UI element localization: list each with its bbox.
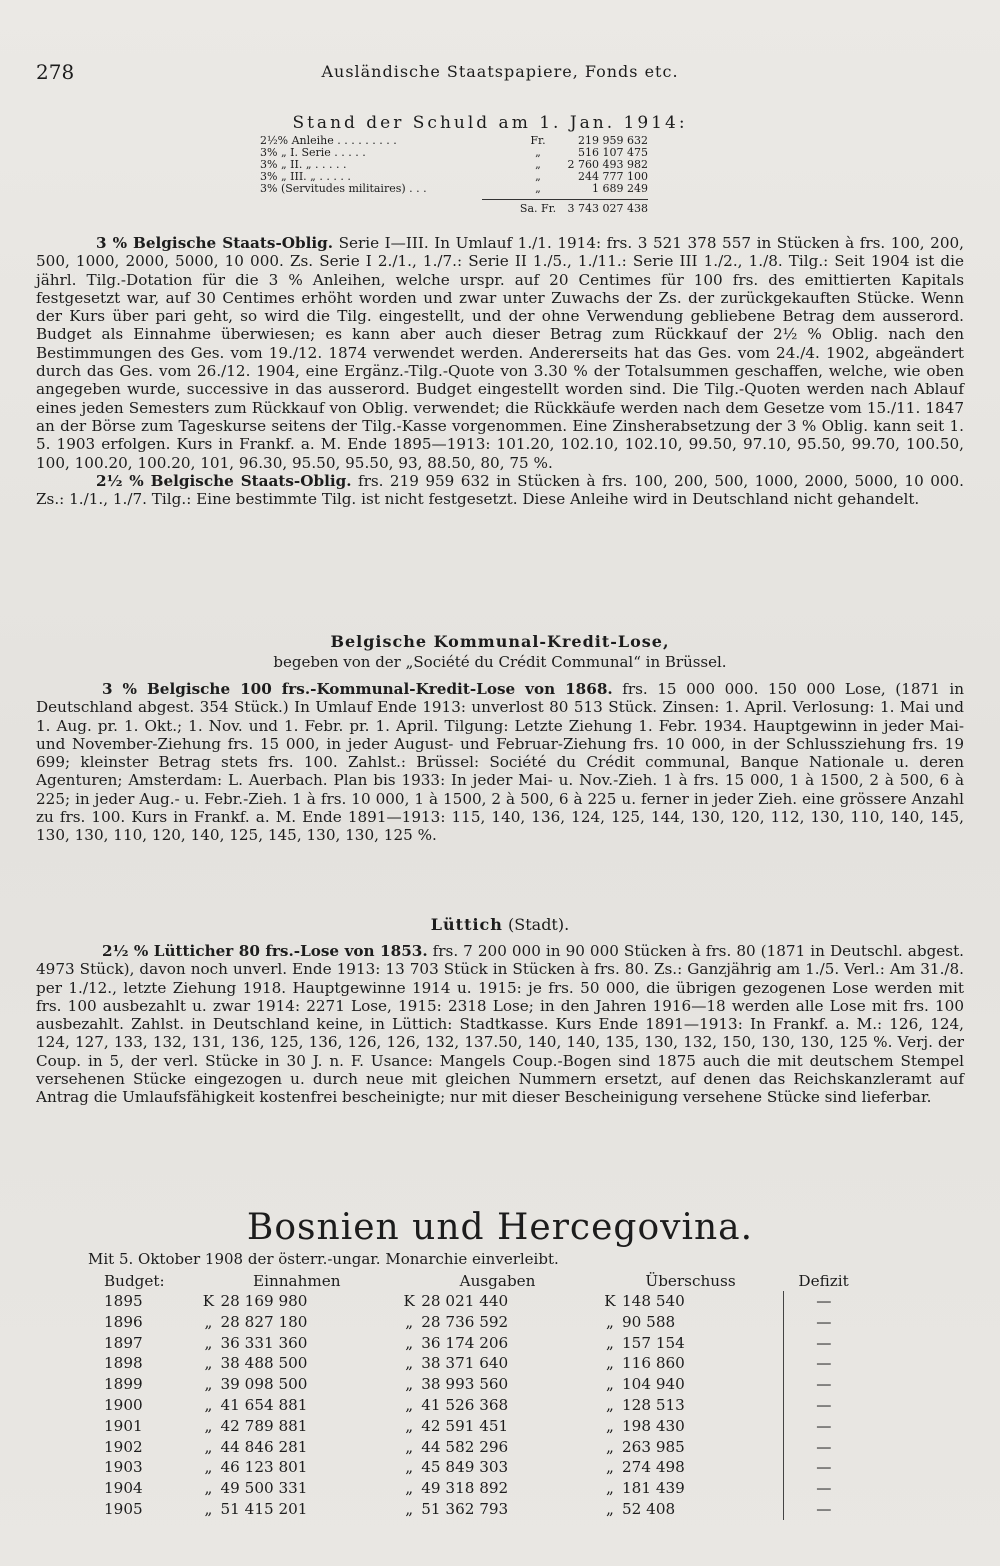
budget-row [84, 1374, 864, 1395]
deficit-value: — [816, 1333, 832, 1352]
income-value: 49 500 331 [220, 1479, 308, 1498]
budget-header-budget: Budget: [104, 1271, 165, 1290]
surplus-mark: „ [606, 1499, 614, 1518]
expenses-mark: „ [405, 1333, 414, 1352]
income-mark: „ [204, 1375, 213, 1394]
belgian-2half-heading: 2½ % Belgische Staats-Oblig. [96, 471, 352, 490]
debt-row-amount: 1 689 249 [592, 182, 648, 195]
budget-year: 1896 [104, 1312, 143, 1331]
budget-year: 1899 [104, 1375, 143, 1394]
budget-row [84, 1499, 864, 1520]
kommunal-subheading: begeben von der „Société du Crédit Communal“ in Brüssel. [273, 653, 727, 671]
surplus-value: 263 985 [622, 1437, 783, 1458]
budget-header-deficit: Defizit [798, 1271, 849, 1290]
income-value: 46 123 801 [220, 1458, 308, 1477]
income-value: 38 488 500 [220, 1354, 308, 1373]
budget-row [84, 1478, 864, 1499]
income-mark: „ [204, 1354, 213, 1373]
surplus-value: 274 498 [622, 1457, 783, 1478]
surplus-mark: „ [606, 1312, 614, 1331]
surplus-value: 52 408 [622, 1499, 783, 1520]
surplus-value: 128 513 [622, 1395, 783, 1416]
budget-year: 1905 [104, 1499, 143, 1518]
kommunal-heading [36, 632, 964, 651]
debt-row-amount: 2 760 493 982 [567, 158, 648, 171]
income-mark: „ [204, 1416, 213, 1435]
deficit-value: — [816, 1312, 832, 1331]
surplus-value: 116 860 [622, 1353, 783, 1374]
debt-row [260, 171, 720, 183]
surplus-value: 90 588 [622, 1312, 783, 1333]
surplus-value: 104 940 [622, 1374, 783, 1395]
surplus-mark: „ [606, 1479, 614, 1498]
expenses-value: 41 526 368 [421, 1395, 509, 1414]
debt-row-currency: Fr. [530, 134, 546, 147]
budget-header-surplus: Überschuss [645, 1271, 736, 1290]
expenses-mark: „ [405, 1395, 414, 1414]
budget-year: 1902 [104, 1437, 143, 1456]
debt-row-label: 3% „ II. „ . . . . . [260, 159, 347, 171]
expenses-value: 38 371 640 [421, 1354, 509, 1373]
debt-summary [260, 113, 720, 215]
income-mark: „ [204, 1333, 213, 1352]
page-number: 278 [36, 60, 75, 84]
expenses-mark: „ [405, 1375, 414, 1394]
income-value: 36 331 360 [220, 1333, 308, 1352]
luettich-heading [36, 915, 964, 934]
income-value: 42 789 881 [220, 1416, 308, 1435]
income-mark: K [202, 1292, 215, 1310]
deficit-value: — [816, 1354, 832, 1373]
budget-rows [84, 1291, 864, 1520]
debt-row-label: 3% „ I. Serie . . . . . [260, 147, 366, 159]
surplus-value: 181 439 [622, 1478, 783, 1499]
budget-row [84, 1312, 864, 1333]
debt-row [260, 183, 720, 195]
budget-row [84, 1395, 864, 1416]
income-value: 44 846 281 [220, 1437, 308, 1456]
surplus-value: 198 430 [622, 1416, 783, 1437]
deficit-value: — [816, 1437, 832, 1456]
running-title: Ausländische Staatspapiere, Fonds etc. [321, 62, 679, 81]
budget-year: 1904 [104, 1479, 143, 1498]
luettich-heading-text: Lüttich [430, 915, 503, 934]
surplus-mark: „ [606, 1333, 614, 1352]
income-value: 51 415 201 [220, 1499, 308, 1518]
belgian-2half-text: frs. 219 959 632 in Stücken à frs. 100, 200, 500, 1000, 2000, 5000, 10 000. Zs.: 1./1., 1./7. Tilg.: Eine bestimmte Tilg. ist nicht festgesetzt. Diese Anleihe wird in Deutschland nicht gehandelt. [36, 471, 965, 509]
debt-row [260, 135, 720, 147]
debt-row-amount: 516 107 475 [578, 146, 648, 159]
budget-header-row [84, 1270, 864, 1291]
income-mark: „ [204, 1312, 213, 1331]
debt-total-amount: 3 743 027 438 [567, 202, 648, 215]
debt-row [260, 159, 720, 171]
budget-row [84, 1353, 864, 1374]
debt-total-label: Sa. Fr. [519, 202, 557, 215]
expenses-value: 44 582 296 [421, 1437, 509, 1456]
debt-row-currency: „ [535, 146, 541, 159]
page-header [36, 60, 964, 86]
kommunal-paragraph [36, 680, 964, 845]
income-value: 41 654 881 [220, 1395, 308, 1414]
expenses-value: 28 021 440 [421, 1292, 509, 1310]
expenses-value: 51 362 793 [421, 1499, 509, 1518]
bosnia-title: Bosnien und Hercegovina. [246, 1207, 754, 1248]
expenses-mark: „ [405, 1437, 414, 1456]
budget-row [84, 1291, 864, 1312]
expenses-mark: „ [405, 1458, 414, 1477]
kommunal-lot-heading: 3 % Belgische 100 frs.-Kommunal-Kredit-Lose von 1868. [102, 680, 613, 698]
surplus-value: 157 154 [622, 1333, 783, 1354]
deficit-value: — [816, 1416, 832, 1435]
surplus-mark: „ [606, 1395, 614, 1414]
deficit-value: — [816, 1292, 832, 1310]
debt-total-row [482, 199, 648, 215]
income-value: 28 827 180 [220, 1312, 308, 1331]
income-mark: „ [204, 1458, 213, 1477]
budget-header-income: Einnahmen [253, 1271, 341, 1290]
budget-row [84, 1333, 864, 1354]
surplus-mark: „ [606, 1375, 614, 1394]
luettich-lot-text: frs. 7 200 000 in 90 000 Stücken à frs. 80 (1871 in Deutschl. abgest. 4973 Stück), davon noch unverl. Ende 1913: 13 703 Stück in Stücken à frs. 80. Zs.: Ganzjährig am 1./5. Verl.: Am 31./8. per 1./12., letzte Ziehung 1918. Hauptgewinne 1914 u. 1915: je frs. 50 000, die übrigen gezogenen Lose werden mit frs. 100 ausbezahlt u. zwar 1914: 2271 Lose, 1915: 2318 Lose; in den Jahren 1916—18 werden alle Lose mit frs. 100 ausbezahlt. Zahlst. in Deutschland keine, in Lüttich: Stadtkasse. Kurs Ende 1891—1913: In Frankf. a. M.: 126, 124, 124, 127, 133, 132, 131, 136, 125, 136, 126, 126, 132, 137.50, 140, 140, 135, 130, 132, 150, 130, 130, 125 %. Verj. der Coup. in 5, der verl. Stücke in 30 J. n. F. Usance: Mangels Coup.-Bogen sind 1875 auch die mit deutschem Stempel versehenen Stücke eingezogen u. durch neue mit gleichen Nummern ersetzt, auf denen das Reichskanzleramt auf Antrag die Umlaufsfähigkeit kostenfrei bescheinigte; nur mit dieser Bescheinigung versehene Stücke sind lieferbar. [36, 942, 965, 1107]
belgian-3pct-heading: 3 % Belgische Staats-Oblig. [96, 234, 334, 252]
income-mark: „ [204, 1437, 213, 1456]
belgian-3pct-paragraph [36, 234, 964, 472]
income-value: 39 098 500 [220, 1375, 308, 1394]
surplus-mark: „ [606, 1416, 614, 1435]
belgian-bonds-section [36, 234, 964, 508]
deficit-value: — [816, 1479, 832, 1498]
expenses-mark: „ [405, 1499, 414, 1518]
expenses-value: 38 993 560 [421, 1375, 509, 1394]
deficit-value: — [816, 1499, 832, 1518]
debt-row-amount: 244 777 100 [578, 170, 648, 183]
income-mark: „ [204, 1395, 213, 1414]
expenses-value: 45 849 303 [421, 1458, 509, 1477]
expenses-mark: „ [405, 1479, 414, 1498]
budget-year: 1901 [104, 1416, 143, 1435]
debt-row-currency: „ [535, 170, 541, 183]
belgian-2half-paragraph [36, 472, 964, 509]
expenses-value: 42 591 451 [421, 1416, 509, 1435]
deficit-value: — [816, 1395, 832, 1414]
surplus-value: 148 540 [622, 1291, 783, 1312]
surplus-mark: K [604, 1292, 616, 1310]
debt-row [260, 147, 720, 159]
bosnia-intro: Mit 5. Oktober 1908 der österr.-ungar. Monarchie einverleibt. [88, 1250, 559, 1268]
expenses-value: 28 736 592 [421, 1312, 509, 1331]
expenses-value: 49 318 892 [421, 1479, 509, 1498]
debt-row-label: 3% „ III. „ . . . . . [260, 171, 351, 183]
debt-rows [260, 135, 720, 195]
expenses-value: 36 174 206 [421, 1333, 509, 1352]
budget-year: 1900 [104, 1395, 143, 1414]
debt-row-amount: 219 959 632 [578, 134, 648, 147]
budget-row [84, 1437, 864, 1458]
surplus-mark: „ [606, 1458, 614, 1477]
budget-year: 1898 [104, 1354, 143, 1373]
deficit-value: — [816, 1458, 832, 1477]
budget-row [84, 1457, 864, 1478]
debt-row-label: 2½% Anleihe . . . . . . . . . [260, 135, 397, 147]
belgian-3pct-text: Serie I—III. In Umlauf 1./1. 1914: frs. 3 521 378 557 in Stücken à frs. 100, 200, 500, 1000, 2000, 5000, 10 000. Zs. Serie I 2./1., 1./7.: Serie II 1./5., 1./11.: Serie III 1./2., 1./8. Tilg.: Seit 1904 ist die jährl. Tilg.-Dotation für die 3 % Anleihen, welche urspr. auf 20 Centimes für 100 frs. des emittierten Kapitals festgesetzt war, auf 30 Centimes erhöht worden und zwar unter Zuwachs der Zs. der zurückgekauften Stücke. Wenn der Kurs über pari geht, so wird die Tilg. eingestellt, und der ohne Verwendung gebliebene Betrag dem ausserord. Budget als Einnahme überwiesen; es kann aber auch dieser Betrag zum Rückkauf der 2½ % Oblig. nach den Bestimmungen des Ges. vom 19./12. 1874 verwendet werden. Andererseits hat das Ges. vom 24./4. 1902, abgeändert durch das Ges. vom 26./12. 1904, eine Ergänz.-Tilg.-Quote von 3.30 % der Totalsummen geschaffen, welche, wie oben angegeben wurde, successive in das ausserord. Budget eingestellt worden sind. Die Tilg.-Quoten werden nach Ablauf eines jeden Semesters zum Rückkauf von Oblig. verwendet; die Rückkäufe werden nach dem Gesetze vom 15./11. 1847 an der Börse zum Tageskurse seitens der Tilg.-Kasse vorgenommen. Eine Zinsherabsetzung der 3 % Oblig. kann seit 1. 5. 1903 erfolgen. Kurs in Frankf. a. M. Ende 1895—1913: 101.20, 102.10, 102.10, 99.50, 97.10, 95.50, 99.70, 100.50, 100, 100.20, 100.20, 101, 96.30, 95.50, 95.50, 93, 88.50, 80, 75 %. [36, 234, 965, 472]
debt-row-label: 3% (Servitudes militaires) . . . [260, 183, 427, 195]
deficit-value: — [816, 1375, 832, 1394]
luettich-lot-heading: 2½ % Lütticher 80 frs.-Lose von 1853. [102, 942, 428, 960]
budget-header-expenses: Ausgaben [459, 1271, 536, 1290]
budget-year: 1897 [104, 1333, 143, 1352]
kommunal-lot-text: frs. 15 000 000. 150 000 Lose, (1871 in Deutschland abgest. 354 Stück.) In Umlauf Ende 1913: unverlost 80 513 Stück. Zinsen: 1. April. Verlosung: 1. Mai und 1. Aug. pr. 1. Okt.; 1. Nov. und 1. Febr. pr. 1. April. Tilgung: Letzte Ziehung 1. Febr. 1934. Hauptgewinn in jeder Mai- und November-Ziehung frs. 15 000, in jeder August- und Februar-Ziehung frs. 10 000, in der Schlussziehung frs. 19 699; kleinster Betrag stets frs. 100. Zahlst.: Brüssel: Société du Crédit communal, Banque Nationale u. deren Agenturen; Amsterdam: L. Auerbach. Plan bis 1933: In jeder Mai- u. Nov.-Zieh. 1 à frs. 15 000, 1 à 1500, 2 à 500, 6 à 225; in jeder Aug.- u. Febr.-Zieh. 1 à frs. 10 000, 1 à 1500, 2 à 500, 6 à 225 u. ferner in jeder Zieh. eine grössere Anzahl zu frs. 100. Kurs in Frankf. a. M. Ende 1891—1913: 115, 140, 136, 124, 125, 144, 130, 120, 112, 130, 110, 140, 145, 130, 130, 110, 120, 140, 125, 145, 130, 130, 125 %. [36, 680, 965, 845]
expenses-mark: „ [405, 1312, 414, 1331]
surplus-mark: „ [606, 1354, 614, 1373]
kommunal-heading-text: Belgische Kommunal-Kredit-Lose, [330, 632, 670, 651]
bosnia-budget-table [84, 1270, 864, 1520]
luettich-paragraph [36, 942, 964, 1107]
income-mark: „ [204, 1479, 213, 1498]
expenses-mark: K [403, 1292, 415, 1310]
debt-row-currency: „ [535, 158, 541, 171]
income-mark: „ [204, 1499, 213, 1518]
expenses-mark: „ [405, 1354, 414, 1373]
budget-year: 1903 [104, 1458, 143, 1477]
debt-summary-title: Stand der Schuld am 1. Jan. 1914: [292, 113, 688, 133]
income-value: 28 169 980 [220, 1292, 308, 1310]
surplus-mark: „ [606, 1437, 614, 1456]
budget-year: 1895 [104, 1292, 143, 1310]
expenses-mark: „ [405, 1416, 414, 1435]
debt-row-currency: „ [535, 182, 541, 195]
budget-row [84, 1416, 864, 1437]
luettich-heading-suffix: (Stadt). [508, 915, 570, 934]
